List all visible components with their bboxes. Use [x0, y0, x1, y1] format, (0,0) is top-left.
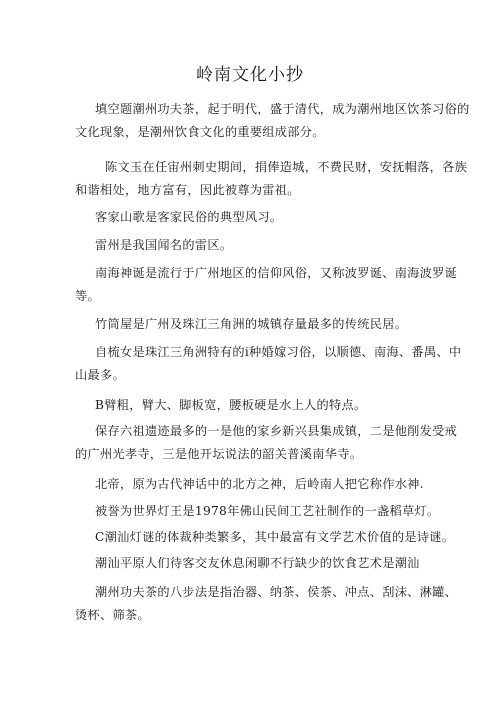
- paragraph-line: 潮汕平原人们待客交友休息闲聊不行缺少的饮食艺术是潮汕: [95, 556, 420, 570]
- paragraph-3: [75, 206, 440, 229]
- paragraph-8: [75, 394, 440, 417]
- paragraph-7: [75, 341, 462, 387]
- paragraph-line: 南海神诞是流行于广州地区的信仰风俗，又称波罗诞、南海波罗诞: [95, 266, 458, 280]
- paragraph-line: 烫杯、筛茶。: [75, 608, 150, 622]
- paragraph-6: [75, 313, 440, 336]
- paragraph-5: [75, 262, 458, 308]
- paragraph-line: 陈文玉在任宙州刺史期间，捐俸造城，不费民财，安抚帽落，各族: [105, 160, 468, 174]
- paragraph-1: [75, 98, 470, 144]
- paragraph-line: 客家山歌是客家民俗的典型风习。: [95, 210, 283, 224]
- paragraph-line: B臂粗，臂大、脚板宽，腰板硬是水上人的特点。: [95, 398, 367, 412]
- paragraph-4: [75, 234, 440, 257]
- paragraph-line: 自梳女是珠江三角洲特有的i种婚嫁习俗，以顺德、南海、番禺、中: [95, 345, 462, 359]
- paragraph-line: C潮汕灯谜的体裁种类繁多，其中最富有文学艺术价值的是诗谜。: [95, 530, 455, 544]
- paragraph-line: 文化现象，是潮州饮食文化的重要组成部分。: [75, 125, 325, 139]
- paragraph-line: 潮州功夫茶的八步法是指治器、纳茶、侯茶、冲点、刮沫、淋罐、: [95, 585, 458, 599]
- paragraph-13: [75, 552, 440, 575]
- paragraph-2: [75, 156, 468, 202]
- paragraph-line: 山最多。: [75, 368, 125, 382]
- paragraph-10: [75, 473, 440, 496]
- paragraph-line: 的广州光孝寺，三是他开坛说法的韶关普溪南华寺。: [75, 447, 363, 461]
- paragraph-11: [75, 500, 440, 523]
- paragraph-line: 填空题潮州功夫茶，起于明代，盛于清代，成为潮州地区饮茶习俗的: [95, 102, 470, 116]
- paragraph-line: 和谐相处，地方富有，因此被尊为雷祖。: [75, 183, 300, 197]
- paragraph-14: [75, 581, 458, 627]
- paragraph-9: [75, 420, 458, 466]
- paragraph-line: 等。: [75, 289, 100, 303]
- paragraph-line: 竹筒屋是广州及珠江三角洲的城镇存量最多的传统民居。: [95, 317, 408, 331]
- document-title: 岭南文化小抄: [196, 65, 304, 85]
- paragraph-12: [75, 526, 455, 549]
- paragraph-line: 保存六祖遗迹最多的一是他的家乡新兴县集成镇，二是他削发受戒: [95, 424, 458, 438]
- paragraph-line: 北帝，原为古代神话中的北方之神，后岭南人把它称作水神.: [95, 477, 424, 491]
- paragraph-line: 被誉为世界灯王是1978年佛山民间工艺社制作的一盏稻草灯。: [95, 504, 440, 518]
- paragraph-line: 雷州是我国闻名的雷区。: [95, 238, 233, 252]
